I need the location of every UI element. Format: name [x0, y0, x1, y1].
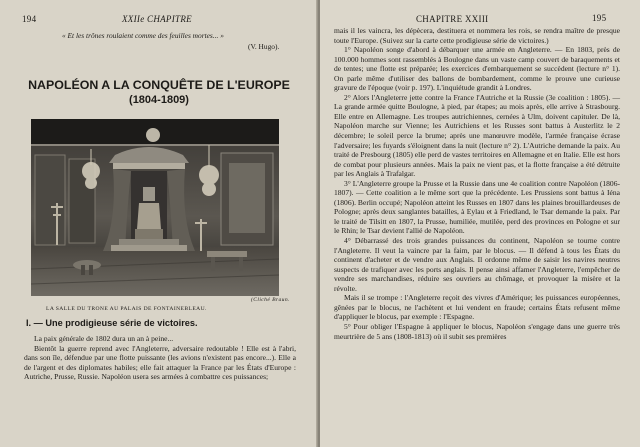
right-paragraph-4: 3° L'Angleterre groupe la Prusse et la Russie dans une 4e coalition contre Napoléon (1806-1807). — Cette coalition a le même sort que la précédente. Les Prussiens sont battus à Iéna (1806). Berlin occupé; Napoléon atteint les Russes en 1807 dans les plaines brouillardeuses de Pologne; après deux sanglantes batailles, à Eylau et à Friedland, le Tsar demande la paix. Par le traité de Tilsitt en 1807, la Prusse, humiliée, mutilée, perd des provinces en Pologne et sur le Rhin; le Tsar devient l'allié de Napoléon. [334, 178, 620, 236]
photo-credit: (Cliché Braun. [251, 297, 290, 303]
right-paragraph-1: mais il les vaincra, les dépècera, destituera et nommera les rois, se rendra maître de presque toute l'Europe. (Suivez sur la carte cette prodigieuse série de victoires.) [334, 26, 620, 45]
left-body-text [24, 334, 296, 382]
right-page [320, 0, 640, 447]
chapter-dates: (1804-1809) [129, 94, 189, 106]
section-heading: I. — Une prodigieuse série de victoires. [26, 318, 198, 328]
right-body-text [334, 26, 620, 341]
photo-caption: LA SALLE DU TRONE AU PALAIS DE FONTAINEBLEAU. [46, 306, 207, 312]
epigraph-author: (V. Hugo). [248, 42, 280, 51]
chapter-title: NAPOLÉON A LA CONQUÊTE DE L'EUROPE [28, 78, 290, 92]
right-paragraph-3: 2° Alors l'Angleterre jette contre la France l'Autriche et la Russie (3e coalition : 1805). — La grande armée quitte Boulogne, à pied, par étapes; au mois après, elle arrive à Strasbourg. Elle entre en Allemagne. Les troupes autrichiennes, cernées à Ulm, doivent capituler. De là, Napoléon marche sur Vienne; les Autrichiens et les Russes sont battus à Austerlitz le 2 décembre; le soleil perce la brume; après une manœuvre modèle, l'armée française écrase l'adversaire; les fuyards s'éloignent dans la nuit (lecture n° 2). L'Autriche demande la paix. Au traité de Presbourg (1805) elle perd de vastes territoires en Allemagne et en Italie. Elle est hors de combat pour plusieurs années. Mais la paix ne vient pas, et la flotte française a été détruite par les Anglais à Trafalgar. [334, 92, 620, 179]
right-paragraph-6: Mais il se trompe : l'Angleterre reçoit des vivres d'Amérique; les puissances européennes, gênées par le blocus, ne l'achètent et lui vendent en fraude; certains États refusent même d'appliquer le blocus, par exemple : l'Espagne. [334, 293, 620, 322]
left-page-number: 194 [22, 14, 37, 24]
right-paragraph-2: 1° Napoléon songe d'abord à débarquer une armée en Angleterre. — En 1803, près de 100.000 hommes sont rassemblés à Boulogne dans un vaste camp couvert de baraquements et de tentes; une flotte est préparée; les exercices d'embarquement se succèdent (lecture n° 1). On parle même d'utiliser des ballons de bombardement, comme le prouve une curieuse gravure de l'époque (voir p. 197). L'inquiétude grandit à Londres. [334, 45, 620, 93]
throne-room-photo [31, 119, 279, 296]
throne-room-illustration [31, 119, 279, 296]
left-paragraph-2: Bientôt la guerre reprend avec l'Angleterre, adversaire redoutable ! Elle est à l'abri, dans son île, défendue par une flotte puissante (les avions n'existent pas encore...). Elle a de l'argent et des diplomates habiles; elle fait attaquer la France par les États d'Europe : Autriche, Prusse, Russie. Napoléon usera ses armées à combattre ces puissances; [24, 343, 296, 382]
right-paragraph-5: 4° Débarrassé des trois grandes puissances du continent, Napoléon se tourne contre l'Angleterre. Il veut la vaincre par la faim, par le blocus. — Il défend à tous les États du continent d'acheter et de vendre aux Anglais. Il ordonne même de saisir les navires neutres suspects de trafiquer avec les ports anglais. Il pense ainsi affamer l'Angleterre, l'empêcher de vendre ses marchandises, réduire ses ouvriers au chômage, et provoquer la misère et la révolte. [334, 236, 620, 293]
left-running-head: XXIIe CHAPITRE [122, 14, 192, 24]
right-paragraph-7: 5° Pour obliger l'Espagne à appliquer le blocus, Napoléon s'engage dans une guerre très meurtrière de 5 ans (1808-1813) où il subit ses premières [334, 321, 620, 341]
left-paragraph-1: La paix générale de 1802 dura un an à peine... [34, 334, 174, 343]
right-page-number: 195 [592, 13, 607, 23]
right-running-head: CHAPITRE XXIII [416, 14, 489, 24]
epigraph: « Et les trônes roulaient comme des feuilles mortes... » [62, 31, 224, 40]
left-page [0, 0, 318, 447]
